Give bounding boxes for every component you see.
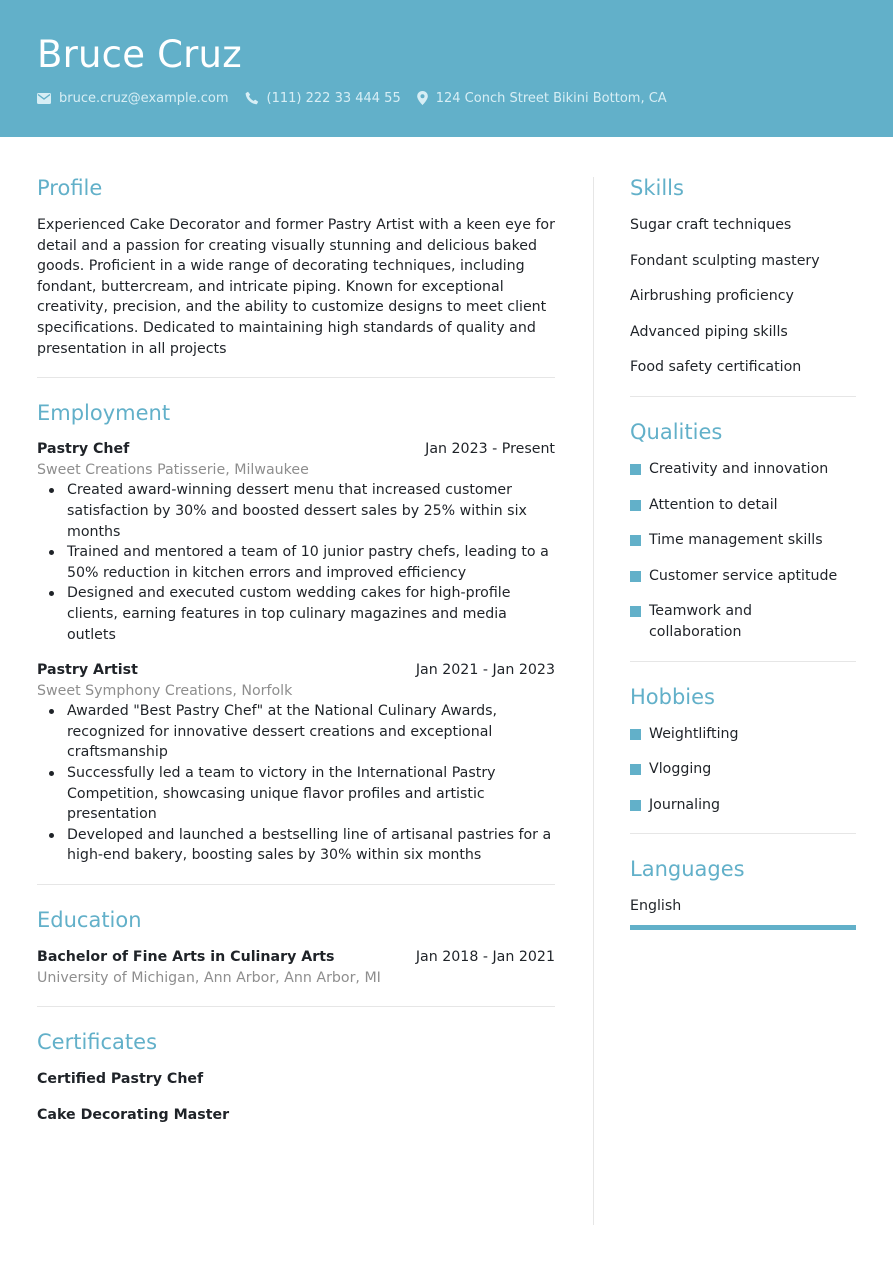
envelope-icon [37,93,51,104]
section-divider [37,1006,555,1007]
quality-item: Attention to detail [630,495,856,516]
sidebar-column [630,172,856,930]
skill-item: Advanced piping skills [630,323,788,340]
main-column [37,172,555,1125]
degree: Bachelor of Fine Arts in Culinary Arts [37,949,335,966]
section-title-certificates: Certificates [37,1030,158,1055]
quality-item: Creativity and innovation [630,459,856,480]
section-divider [630,396,856,397]
section-divider [630,661,856,662]
hobby-item: Vlogging [630,759,856,780]
section-title-qualities: Qualities [630,419,723,444]
employment-section [37,397,555,866]
job-entry [37,660,555,866]
education-entry [37,947,555,988]
job-bullets [37,701,555,866]
quality-item: Customer service aptitude [630,566,856,587]
section-title-skills: Skills [630,176,684,200]
job-company: Sweet Creations Patisserie, Milwaukee [37,461,309,478]
job-header [37,660,555,681]
qualities-list [630,459,856,643]
certificate-item: Certified Pastry Chef [37,1071,204,1088]
job-entry [37,439,555,645]
job-date: Jan 2021 - Jan 2023 [415,662,555,679]
contact-info [37,88,683,108]
skills-list [630,215,856,378]
skills-section [630,172,856,378]
section-title-profile: Profile [37,176,103,200]
list-item: Designed and executed custom wedding cakes for high-profile clients, earning features in top culinary magazines and media outlets [37,583,555,645]
certificates-section [37,1026,555,1125]
email-contact[interactable] [37,91,229,106]
section-title-education: Education [37,908,142,933]
hobbies-section [630,681,856,816]
phone-contact[interactable] [245,91,401,106]
languages-list [630,896,856,917]
languages-section [630,853,856,930]
profile-section [37,172,555,359]
qualities-section [630,416,856,643]
quality-item: Time management skills [630,530,856,551]
certificate-item: Cake Decorating Master [37,1106,230,1123]
section-divider [630,833,856,834]
skill-item: Sugar craft techniques [630,217,792,233]
list-item: Developed and launched a bestselling line of artisanal pastries for a high-end bakery, boosting sales by 30% within six months [37,825,555,866]
job-title: Pastry Chef [37,441,130,458]
language-level-bar [630,925,856,930]
skill-item: Airbrushing proficiency [630,288,794,305]
education-date: Jan 2018 - Jan 2021 [415,949,555,966]
list-item: Trained and mentored a team of 10 junior pastry chefs, leading to a 50% reduction in kitchen errors and improved efficiency [37,542,555,583]
map-pin-icon [417,91,428,105]
skill-item: Fondant sculpting mastery [630,252,820,269]
email-text: bruce.cruz@example.com [59,90,229,106]
list-item: Awarded "Best Pastry Chef" at the National Culinary Awards, recognized for innovative dessert creations and exceptional craftsmanship [37,701,555,763]
section-title-employment: Employment [37,401,171,426]
section-divider [37,884,555,885]
section-title-languages: Languages [630,857,745,882]
job-title: Pastry Artist [37,662,138,679]
quality-item: Teamwork and collaboration [630,601,830,642]
resume-header [0,0,893,137]
phone-text: (111) 222 33 444 55 [266,90,401,106]
job-date: Jan 2023 - Present [425,441,555,458]
job-header [37,439,555,460]
job-company: Sweet Symphony Creations, Norfolk [37,682,293,699]
section-title-hobbies: Hobbies [630,684,715,709]
hobby-item: Journaling [630,795,856,816]
language-name: English [630,898,682,915]
candidate-name: Bruce Cruz [37,33,242,76]
job-bullets [37,480,555,645]
profile-summary: Experienced Cake Decorator and former Pastry Artist with a keen eye for detail and a passion for creating visually stunning and delicious baked goods. Proficient in a wide range of decorating techniques, including fondant, buttercream, and intricate piping. Known for exceptional creativity, precision, and the ability to customize designs to meet client specifications. Dedicated to maintaining high standards of quality and presentation in all projects [37,217,555,357]
section-divider [37,377,555,378]
column-divider [593,177,594,1225]
hobby-item: Weightlifting [630,724,856,745]
hobbies-list [630,724,856,816]
list-item: Created award-winning dessert menu that increased customer satisfaction by 30% and boosted dessert sales by 25% within six months [37,480,555,542]
school: University of Michigan, Ann Arbor, Ann Arbor, MI [37,969,381,986]
education-section [37,904,555,988]
phone-icon [245,91,259,105]
address-text: 124 Conch Street Bikini Bottom, CA [435,90,667,106]
skill-item: Food safety certification [630,359,802,376]
education-header [37,947,555,968]
address-contact [417,91,667,106]
list-item: Successfully led a team to victory in the International Pastry Competition, showcasing unique flavor profiles and artistic presentation [37,763,555,825]
